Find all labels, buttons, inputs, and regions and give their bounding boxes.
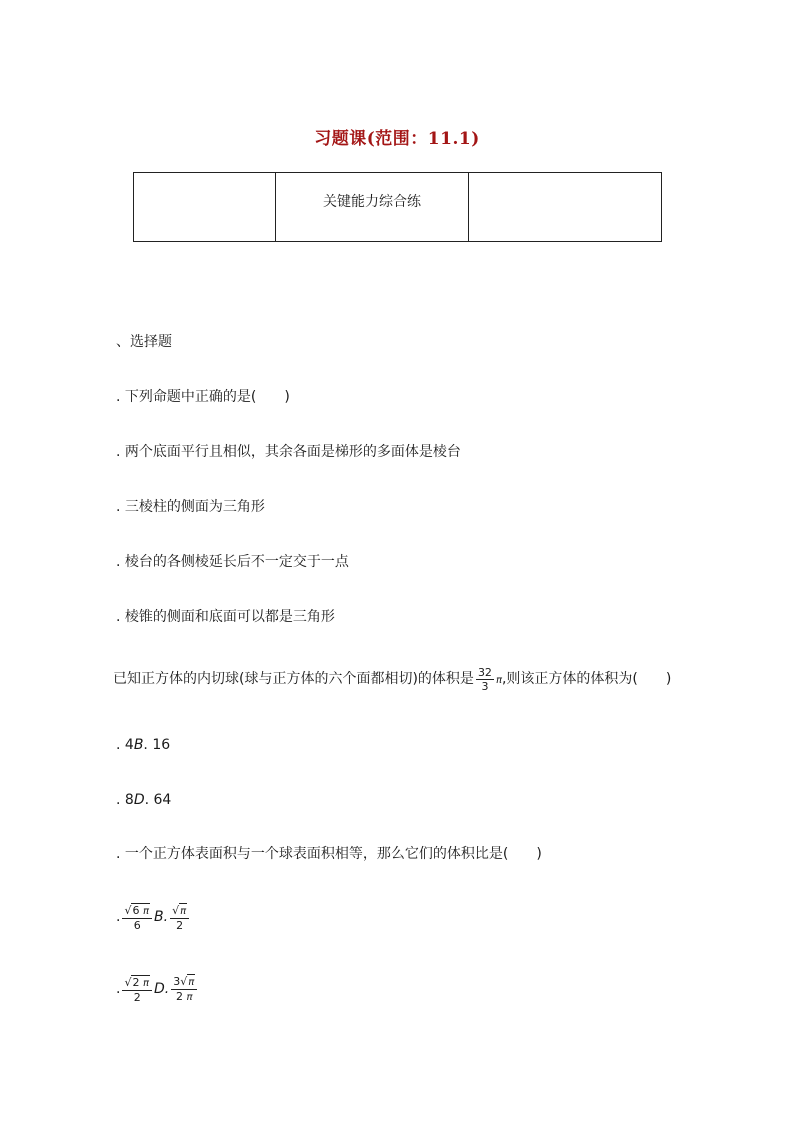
fraction-32-over-3 (476, 666, 494, 693)
header-cell-left (134, 173, 276, 242)
option-b-value: . 16 (143, 737, 171, 753)
option-d-letter: D (133, 792, 145, 808)
question-2-stem-end: ,则该正方体的体积为( ) (501, 671, 672, 687)
question-1-option-c: . 棱台的各侧棱延长后不一定交于一点 (116, 554, 349, 570)
question-2-stem-text: 已知正方体的内切球(球与正方体的六个面都相切)的体积是 (113, 671, 474, 687)
question-2-option-line-1 (116, 736, 170, 754)
header-table (133, 172, 662, 242)
header-cell-center (276, 173, 469, 242)
option-d-fraction: $\frac{3√\pi}{2 \pi}$ (171, 974, 197, 1004)
header-cell-right (469, 173, 662, 242)
option-b-fraction: $\frac{√\pi}{2}$ (170, 903, 189, 932)
option-a-fraction: $\frac{√6 \pi}{6}$ (122, 903, 152, 932)
question-1-stem: . 下列命题中正确的是( ) (116, 389, 290, 405)
section-heading: 、选择题 (116, 334, 172, 350)
page-title: 习题课(范围：11.1) (314, 129, 480, 149)
question-1-option-b: . 三棱柱的侧面为三角形 (116, 499, 265, 515)
fraction-numerator: 32 (477, 665, 492, 679)
question-3-stem: . 一个正方体表面积与一个球表面积相等，那么它们的体积比是( ) (116, 846, 542, 862)
option-c-value: . 8 (116, 792, 134, 808)
option-c-fraction: $\frac{√2 \pi}{2}$ (122, 975, 152, 1004)
question-2-option-line-2 (116, 791, 171, 809)
question-1-option-d: . 棱锥的侧面和底面可以都是三角形 (116, 609, 335, 625)
option-d-letter: D. (154, 981, 170, 997)
option-d-value: . 64 (144, 792, 172, 808)
question-3-options-ab: . $\frac{√6 \pi}{6}$ B. $\frac{√\pi}{2}$ (116, 900, 191, 934)
header-cell-label: 关键能力综合练 (323, 194, 421, 210)
fraction-denominator: 3 (481, 679, 489, 693)
question-1-option-a: . 两个底面平行且相似，其余各面是梯形的多面体是棱台 (116, 444, 461, 460)
pi-symbol: π (495, 675, 502, 686)
question-3-options-cd: . $\frac{√2 \pi}{2}$ D. $\frac{3√\pi}{2 \pi}$ (116, 972, 199, 1006)
option-b-letter: B. (154, 909, 169, 925)
option-a-value: . 4 (116, 737, 134, 753)
question-2-stem (113, 664, 671, 696)
option-b-letter: B (133, 737, 144, 753)
